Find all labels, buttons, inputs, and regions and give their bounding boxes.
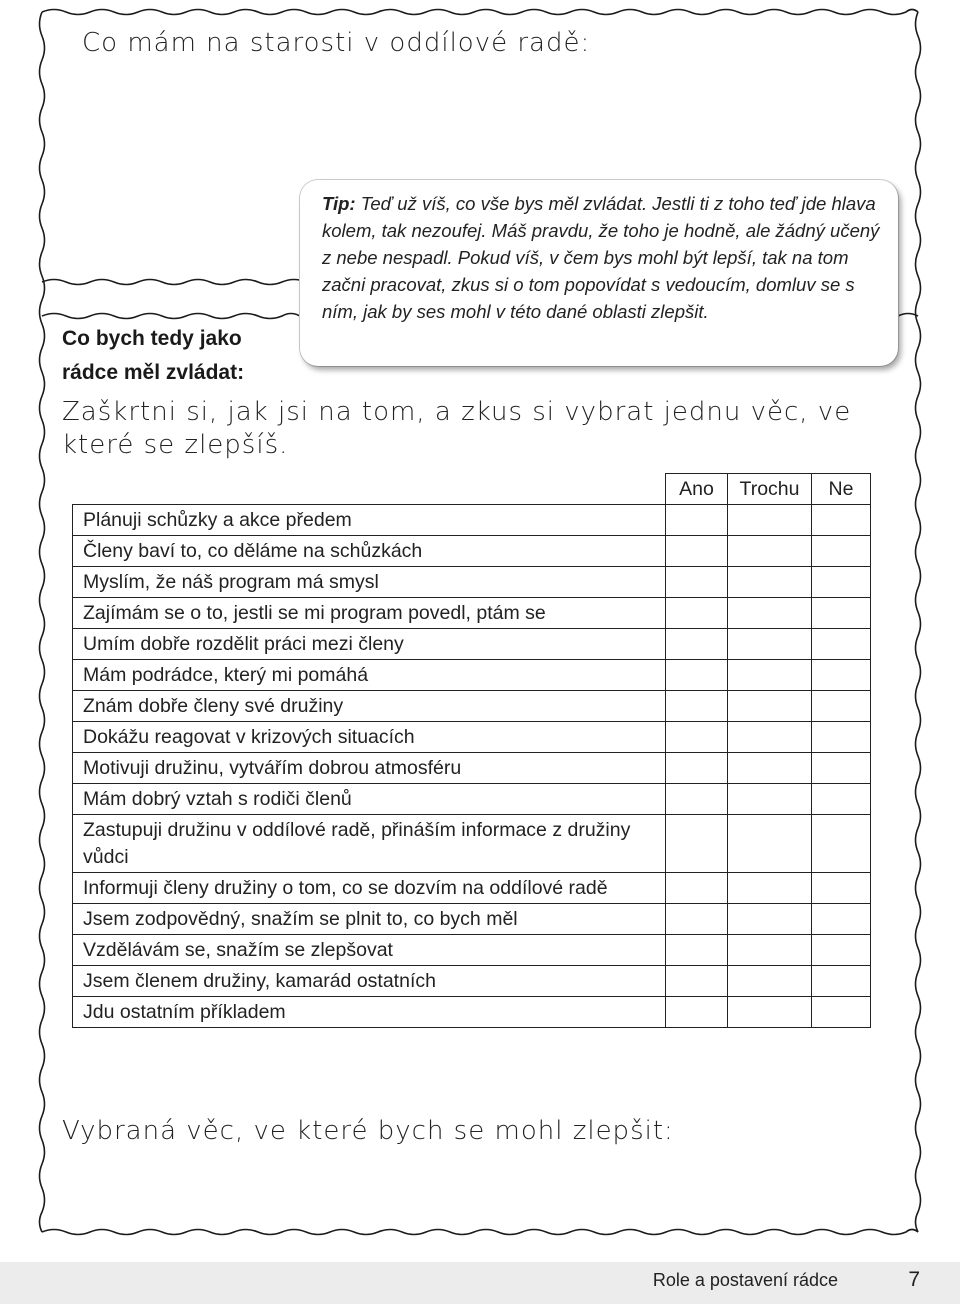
column-header-ano: Ano	[666, 474, 728, 505]
checkbox-trochu[interactable]	[728, 629, 812, 660]
skills-heading-line-2: rádce měl zvládat:	[62, 361, 245, 384]
checkbox-ano[interactable]	[666, 722, 728, 753]
statement-cell: Plánuji schůzky a akce předem	[73, 505, 666, 536]
tip-text: Teď už víš, co vše bys měl zvládat. Jestli ti z toho teď jde hlava kolem, tak nezoufej. Máš pravdu, že toho je hodně, ale žádný učený z nebe nespadl. Pokud víš, v čem bys mohl být lepší, tak na tom začni pracovat, zkus si o tom popovídat s vedoucím, domluv se s ním, jak by ses mohl v této dané oblasti zlepšit.	[322, 193, 880, 322]
table-row	[73, 753, 871, 784]
footer-title: Role a postavení rádce	[652, 1270, 838, 1290]
statement-cell: Jdu ostatním příkladem	[73, 997, 666, 1028]
checkbox-ne[interactable]	[812, 873, 871, 904]
statement-cell: Vzdělávám se, snažím se zlepšovat	[73, 935, 666, 966]
skills-heading-line-1: Co bych tedy jako	[62, 327, 242, 350]
checkbox-trochu[interactable]	[728, 567, 812, 598]
statement-cell: Mám dobrý vztah s rodiči členů	[73, 784, 666, 815]
checkbox-ne[interactable]	[812, 935, 871, 966]
checkbox-ne[interactable]	[812, 815, 871, 873]
column-header-ne: Ne	[812, 474, 871, 505]
checkbox-ano[interactable]	[666, 536, 728, 567]
checkbox-trochu[interactable]	[728, 966, 812, 997]
checkbox-trochu[interactable]	[728, 598, 812, 629]
table-row	[73, 660, 871, 691]
checkbox-ne[interactable]	[812, 629, 871, 660]
table-row	[73, 784, 871, 815]
page-footer	[0, 1262, 960, 1304]
checkbox-trochu[interactable]	[728, 935, 812, 966]
checkbox-ne[interactable]	[812, 997, 871, 1028]
statement-cell: Motivuji družinu, vytvářím dobrou atmosféru	[73, 753, 666, 784]
statement-cell: Zastupuji družinu v oddílové radě, přináším informace z družiny vůdci	[73, 815, 666, 873]
checkbox-trochu[interactable]	[728, 873, 812, 904]
checkbox-ano[interactable]	[666, 753, 728, 784]
table-row	[73, 722, 871, 753]
table-row	[73, 935, 871, 966]
checkbox-ne[interactable]	[812, 660, 871, 691]
table-row	[73, 536, 871, 567]
checkbox-trochu[interactable]	[728, 660, 812, 691]
table-row	[73, 966, 871, 997]
checkbox-ne[interactable]	[812, 691, 871, 722]
table-row	[73, 691, 871, 722]
checkbox-trochu[interactable]	[728, 904, 812, 935]
checkbox-ano[interactable]	[666, 598, 728, 629]
statement-cell: Umím dobře rozdělit práci mezi členy	[73, 629, 666, 660]
table-row	[73, 629, 871, 660]
statement-cell: Jsem zodpovědný, snažím se plnit to, co bych měl	[73, 904, 666, 935]
statement-cell: Znám dobře členy své družiny	[73, 691, 666, 722]
frame-top-edge	[42, 10, 918, 15]
checkbox-ano[interactable]	[666, 904, 728, 935]
checkbox-trochu[interactable]	[728, 997, 812, 1028]
checkbox-ano[interactable]	[666, 784, 728, 815]
column-header-trochu: Trochu	[728, 474, 812, 505]
section-heading-responsibilities: Co mám na starosti v oddílové radě:	[82, 28, 591, 58]
statement-cell: Mám podrádce, který mi pomáhá	[73, 660, 666, 691]
checkbox-trochu[interactable]	[728, 815, 812, 873]
self-assessment-table	[72, 473, 871, 1028]
tip-box	[300, 180, 898, 366]
frame-bottom-edge	[42, 1230, 918, 1235]
checkbox-ano[interactable]	[666, 935, 728, 966]
checkbox-ne[interactable]	[812, 966, 871, 997]
table-row	[73, 997, 871, 1028]
statement-cell: Jsem členem družiny, kamarád ostatních	[73, 966, 666, 997]
checkbox-ano[interactable]	[666, 505, 728, 536]
statement-cell: Myslím, že náš program má smysl	[73, 567, 666, 598]
table-header-row	[73, 474, 871, 505]
checkbox-trochu[interactable]	[728, 753, 812, 784]
checkbox-trochu[interactable]	[728, 536, 812, 567]
checkbox-ne[interactable]	[812, 598, 871, 629]
table-row	[73, 815, 871, 873]
checkbox-ano[interactable]	[666, 567, 728, 598]
checkbox-ano[interactable]	[666, 629, 728, 660]
checkbox-ne[interactable]	[812, 722, 871, 753]
table-row	[73, 567, 871, 598]
checkbox-trochu[interactable]	[728, 691, 812, 722]
checkbox-trochu[interactable]	[728, 722, 812, 753]
statement-cell: Informuji členy družiny o tom, co se dozvím na oddílové radě	[73, 873, 666, 904]
table-row	[73, 505, 871, 536]
chosen-item-heading: Vybraná věc, ve které bych se mohl zlepšit:	[62, 1116, 674, 1146]
table-row	[73, 598, 871, 629]
instruction-text: Zaškrtni si, jak jsi na tom, a zkus si vybrat jednu věc, ve které se zlepšíš.	[62, 397, 852, 460]
checkbox-trochu[interactable]	[728, 505, 812, 536]
checkbox-ano[interactable]	[666, 966, 728, 997]
section-heading-skills	[62, 322, 312, 390]
frame-divider-2	[42, 314, 300, 319]
tip-label: Tip:	[322, 193, 356, 214]
table-row	[73, 904, 871, 935]
frame-left-edge	[40, 12, 45, 1232]
checkbox-ano[interactable]	[666, 691, 728, 722]
checkbox-ne[interactable]	[812, 784, 871, 815]
checkbox-ne[interactable]	[812, 505, 871, 536]
frame-divider-1	[42, 280, 318, 285]
page-number: 7	[908, 1268, 920, 1291]
checkbox-ano[interactable]	[666, 815, 728, 873]
table-row	[73, 873, 871, 904]
checkbox-ano[interactable]	[666, 873, 728, 904]
checkbox-ano[interactable]	[666, 997, 728, 1028]
checkbox-ne[interactable]	[812, 904, 871, 935]
checkbox-ne[interactable]	[812, 567, 871, 598]
statement-cell: Dokážu reagovat v krizových situacích	[73, 722, 666, 753]
statement-cell: Členy baví to, co děláme na schůzkách	[73, 536, 666, 567]
checkbox-ne[interactable]	[812, 536, 871, 567]
statement-cell: Zajímám se o to, jestli se mi program povedl, ptám se	[73, 598, 666, 629]
checkbox-ne[interactable]	[812, 753, 871, 784]
checkbox-ano[interactable]	[666, 660, 728, 691]
frame-right-edge	[916, 12, 921, 1232]
table-header-blank	[73, 474, 666, 505]
checkbox-trochu[interactable]	[728, 784, 812, 815]
